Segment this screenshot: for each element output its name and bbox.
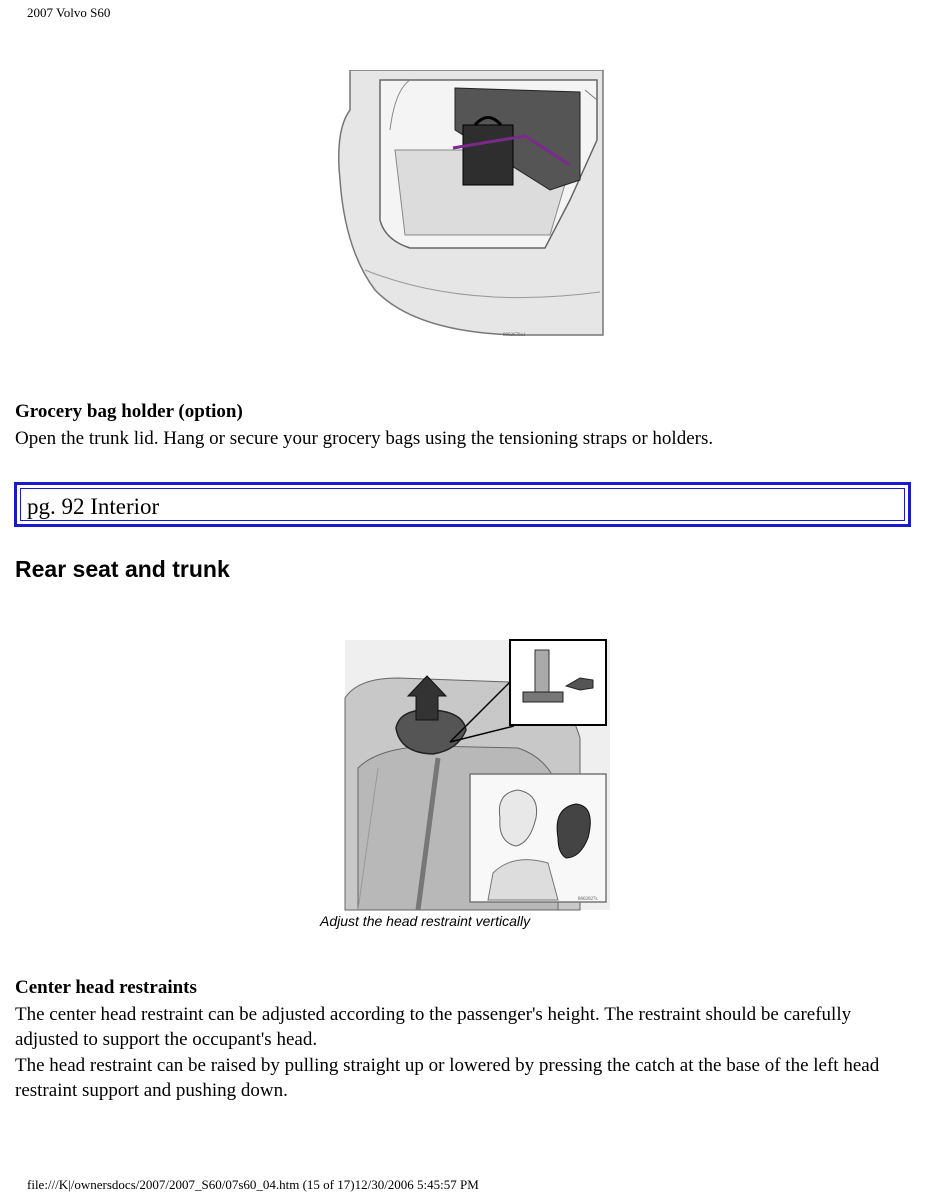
grocery-bag-holder-illustration: [335, 70, 605, 340]
section2-paragraph-1: The center head restraint can be adjusted according to the passenger's height. The restraint should be carefully adjusted to support the occupant's head.: [15, 1004, 852, 1050]
section1-body: Open the trunk lid. Hang or secure your grocery bags using the tensioning straps or holders.: [15, 428, 714, 449]
section2-paragraph-2: The head restraint can be raised by pulling straight up or lowered by pressing the catch at the base of the left head restraint support and pushing down.: [15, 1055, 880, 1101]
figure1-code: 8802676n1: [503, 333, 526, 338]
document-footer-path: file:///K|/ownersdocs/2007/2007_S60/07s60_04.htm (15 of 17)12/30/2006 5:45:57 PM: [27, 1177, 479, 1192]
section1-heading: Grocery bag holder (option): [15, 401, 243, 422]
head-restraint-illustration: [318, 638, 614, 934]
page-marker: [14, 482, 911, 527]
page-marker-label: pg. 92 Interior: [20, 488, 905, 521]
document-header: 2007 Volvo S60: [27, 5, 111, 20]
section-title: Rear seat and trunk: [15, 556, 230, 582]
figure2-code: 8602027s: [578, 897, 598, 902]
section2-heading: Center head restraints: [15, 977, 197, 998]
figure2-caption: Adjust the head restraint vertically: [320, 913, 531, 929]
